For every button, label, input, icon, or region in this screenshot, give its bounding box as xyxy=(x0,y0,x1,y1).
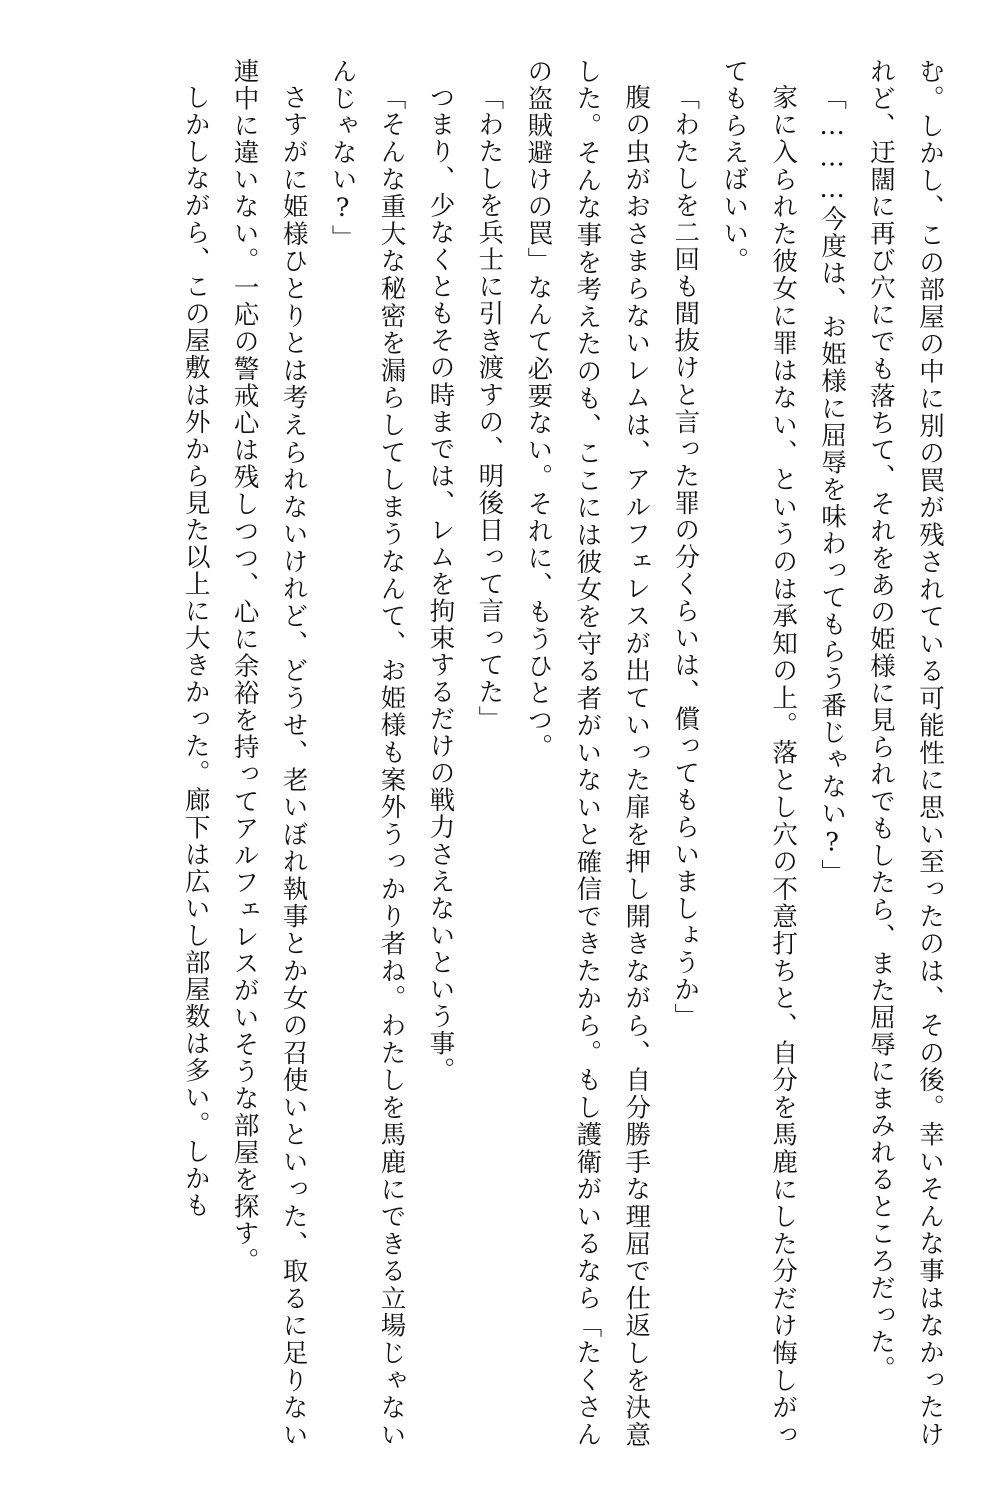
paragraph: 「そんな重大な秘密を漏らしてしまうなんて、お姫様も案外うっかり者ね。わたしを馬鹿にできる立場じゃないんじゃない?」 xyxy=(327,58,407,1448)
paragraph: 家に入られた彼女に罪はない、というのは承知の上。落とし穴の不意打ちと、自分を馬鹿にした分だけ悔しがってもらえばいい。 xyxy=(719,58,799,1448)
paragraph: 「………今度は、お姫様に屈辱を味わってもらう番じゃない?」 xyxy=(817,83,848,886)
paragraph: 腹の虫がおさまらないレムは、アルフェレスが出ていった扉を押し開きながら、自分勝手な理屈で仕返しを決意した。そんな事を考えたのも、ここには彼女を守る者がいないと確信できたから。もし護衛がいるなら「たくさんの盗賊避けの罠」なんて必要ない。それに、もうひとつ。 xyxy=(523,58,652,1448)
novel-body-text xyxy=(46,58,954,1448)
paragraph: しかしながら、この屋敷は外から見た以上に大きかった。廊下は広いし部屋数は多い。しかも xyxy=(180,83,211,1219)
paragraph: さすがに姫様ひとりとは考えられないけれど、どうせ、老いぼれ執事とか女の召使いといった、取るに足りない連中に違いない。一応の警戒心は残しつつ、心に余裕を持ってアルフェレスがいそうな部屋を探す。 xyxy=(229,58,309,1448)
paragraph: つまり、少なくともその時までは、レムを拘束するだけの戦力さえないという事。 xyxy=(425,83,456,1084)
paragraph: 「わたしを兵士に引き渡すの、明後日って言ってた」 xyxy=(474,83,505,733)
paragraph: 「わたしを二回も間抜けと言った罪の分くらいは、償ってもらいましょうか」 xyxy=(670,83,701,1030)
paragraph: む。しかし、この部屋の中に別の罠が残されている可能性に思い至ったのは、その後。幸いそんな事はなかったけれど、迂闊に再び穴にでも落ちて、それをあの姫様に見られでもしたら、また屈辱にまみれるところだった。 xyxy=(866,58,945,1448)
